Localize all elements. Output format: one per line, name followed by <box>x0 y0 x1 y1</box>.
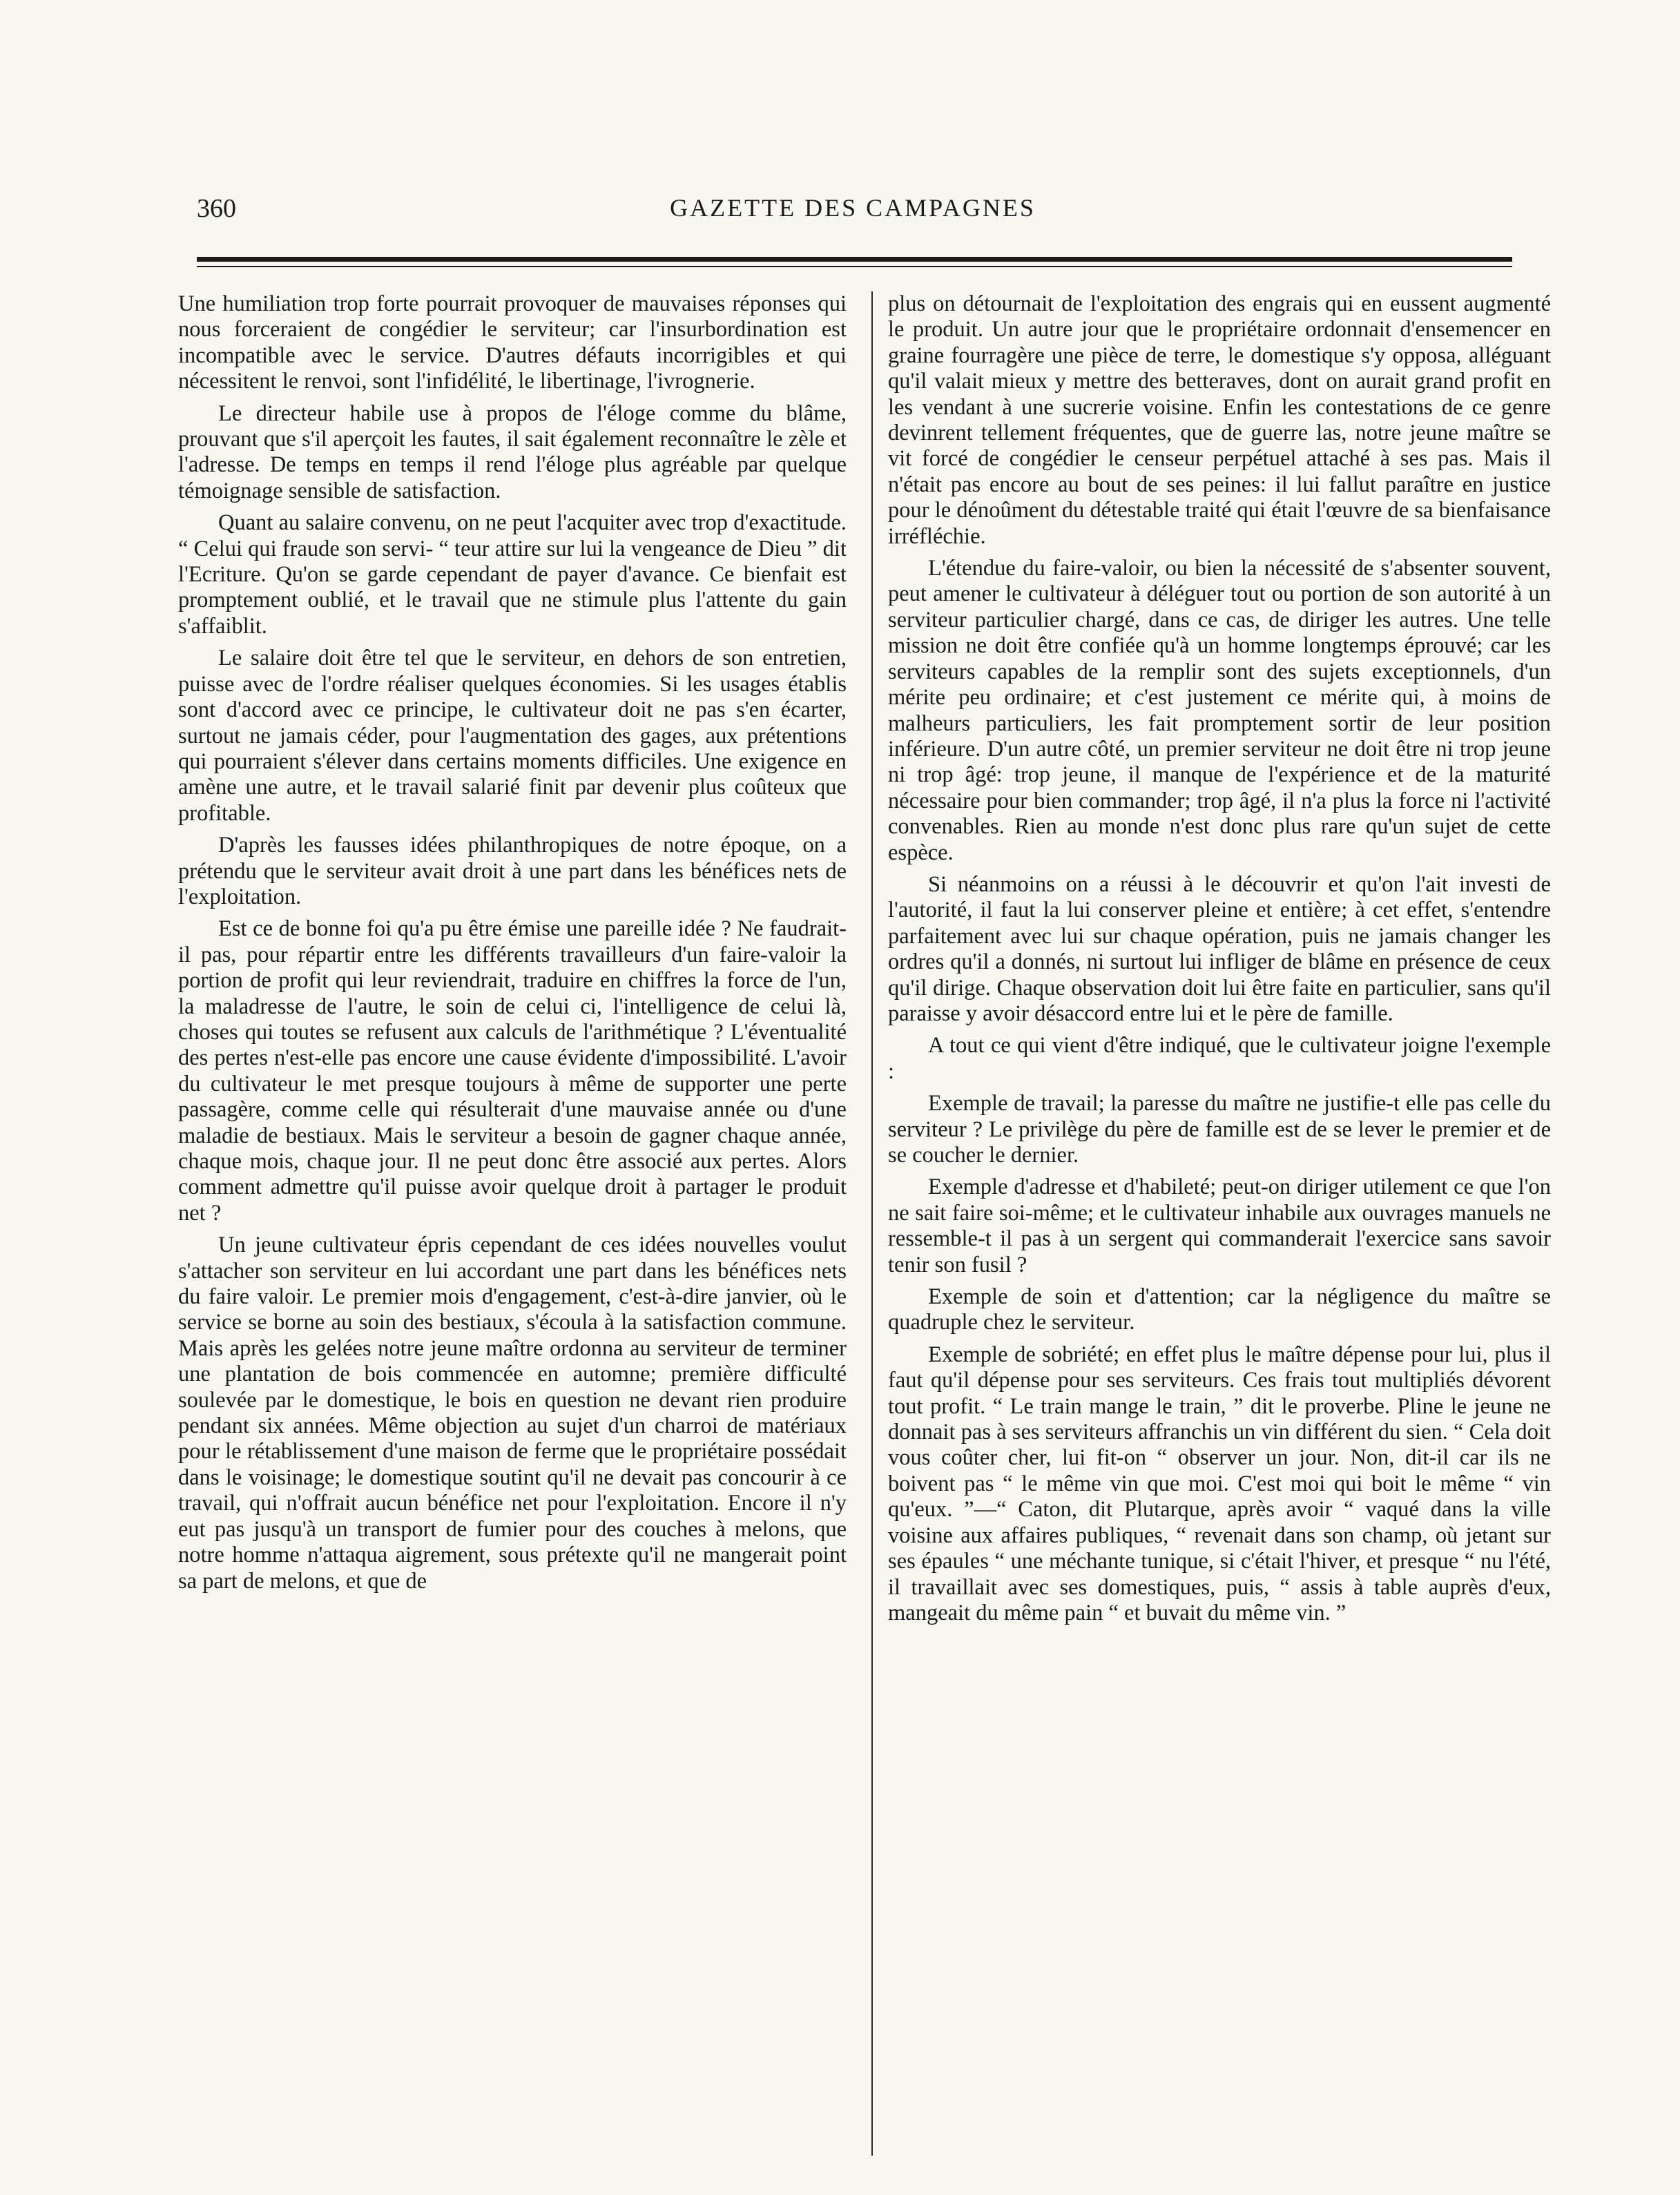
paragraph: Le salaire doit être tel que le serviteur, en dehors de son entretien, puisse avec de l'ordre réaliser quelques économies. Si les usages établis sont d'accord avec ce principe, le cultivateur doit ne pas s'en écarter, surtout ne jamais céder, pour l'augmentation des gages, aux prétentions qui pourraient s'élever dans certains moments difficiles. Une exigence en amène une autre, et le travail salarié finit par devenir plus coûteux que profitable. <box>178 646 847 826</box>
header-rule-thin <box>197 266 1512 267</box>
paragraph: Exemple de travail; la paresse du maître ne justifie-t elle pas celle du serviteur ? Le privilège du père de famille est de se lever le premier et de se coucher le dernier. <box>888 1091 1551 1168</box>
left-column <box>178 291 847 1601</box>
paragraph: plus on détournait de l'exploitation des engrais qui en eussent augmenté le produit. Un autre jour que le propriétaire ordonnait d'ensemencer en graine fourragère une pièce de terre, le domestique s'y opposa, alléguant qu'il valait mieux y mettre des betteraves, dont on aurait grand profit en les vendant à une sucrerie voisine. Enfin les contestations de ce genre devinrent tellement fréquentes, que de guerre las, notre jeune maître se vit forcé de congédier le censeur perpétuel attaché à ses pas. Mais il n'était pas encore au bout de ses peines: il lui fallut paraître en justice pour le dénoûment du détestable traité qui était l'œuvre de sa bienfaisance irréfléchie. <box>888 291 1551 549</box>
page-number: 360 <box>197 194 236 223</box>
header-rule-thick <box>197 257 1512 262</box>
paragraph: Le directeur habile use à propos de l'éloge comme du blâme, prouvant que s'il aperçoit les fautes, il sait également reconnaître le zèle et l'adresse. De temps en temps il rend l'éloge plus agréable par quelque témoignage sensible de satisfaction. <box>178 400 847 503</box>
paragraph: L'étendue du faire-valoir, ou bien la nécessité de s'absenter souvent, peut amener le cultivateur à déléguer tout ou portion de son autorité à un serviteur particulier chargé, dans ce cas, de diriger les autres. Une telle mission ne doit être confiée qu'à un homme longtemps éprouvé; car les serviteurs capables de la remplir sont des sujets exceptionnels, d'un mérite peu ordinaire; et c'est justement ce mérite qui, à moins de malheurs particuliers, les fait promptement sortir de leur position inférieure. D'un autre côté, un premier serviteur ne doit être ni trop jeune ni trop âgé: trop jeune, il manque de l'expérience et de la maturité nécessaire pour bien commander; trop âgé, il n'a plus la force ni l'activité convenables. Rien au monde n'est donc plus rare qu'un sujet de cette espèce. <box>888 556 1551 865</box>
paragraph: Une humiliation trop forte pourrait provoquer de mauvaises réponses qui nous forceraient de congédier le serviteur; car l'insurbordination est incompatible avec le service. D'autres défauts incorrigibles et qui nécessitent le renvoi, sont l'infidélité, le libertinage, l'ivrognerie. <box>178 291 847 394</box>
running-title: GAZETTE DES CAMPAGNES <box>670 194 1036 222</box>
paragraph: Si néanmoins on a réussi à le découvrir et qu'on l'ait investi de l'autorité, il faut la lui conserver pleine et entière; à cet effet, s'entendre parfaitement avec lui sur chaque opération, puis ne jamais changer les ordres qu'il a donnés, ni surtout lui infliger de blâme en présence de ceux qu'il dirige. Chaque observation doit lui être faite en particulier, sans qu'il paraisse y avoir désaccord entre lui et le père de famille. <box>888 871 1551 1026</box>
page-header <box>197 193 1509 235</box>
paragraph: A tout ce qui vient d'être indiqué, que le cultivateur joigne l'exemple : <box>888 1033 1551 1084</box>
paragraph: Quant au salaire convenu, on ne peut l'acquiter avec trop d'exactitude. “ Celui qui fraude son servi- “ teur attire sur lui la vengeance de Dieu ” dit l'Ecriture. Qu'on se garde cependant de payer d'avance. Ce bienfait est promptement oublié, et le travail que ne stimule plus l'attente du gain s'affaiblit. <box>178 510 847 639</box>
paragraph: Exemple de soin et d'attention; car la négligence du maître se quadruple chez le serviteur. <box>888 1284 1551 1335</box>
paragraph: Exemple d'adresse et d'habileté; peut-on diriger utilement ce que l'on ne sait faire soi-même; et le cultivateur inhabile aux ouvrages manuels ne ressemble-t il pas à un sergent qui commanderait l'exercice sans savoir tenir son fusil ? <box>888 1174 1551 1277</box>
right-column <box>888 291 1551 1632</box>
paragraph: Exemple de sobriété; en effet plus le maître dépense pour lui, plus il faut qu'il dépense pour ses serviteurs. Ces frais tout multipliés dévorent tout profit. “ Le train mange le train, ” dit le proverbe. Pline le jeune ne donnait pas à ses serviteurs affranchis un vin différent du sien. “ Cela doit vous coûter cher, lui fit-on “ observer un jour. Non, dit-il car ils ne boivent pas “ le même vin que moi. C'est moi qui boit le même “ vin qu'eux. ”—“ Caton, dit Plutarque, après avoir “ vaqué dans la ville voisine aux affaires publiques, “ revenait dans son champ, où jetant sur ses épaules “ une méchante tunique, si c'était l'hiver, et presque “ nu l'été, il travaillait avec ses domestiques, puis, “ assis à table auprès d'eux, mangeait du même pain “ et buvait du même vin. ” <box>888 1342 1551 1625</box>
column-divider <box>871 291 873 2156</box>
paragraph: Est ce de bonne foi qu'a pu être émise une pareille idée ? Ne faudrait-il pas, pour répartir entre les différents travailleurs d'un faire-valoir la portion de profit qui leur reviendrait, traduire en chiffres la force de l'un, la maladresse de l'autre, le soin de celui ci, l'intelligence de celui là, choses qui toutes se refusent aux calculs de l'arithmétique ? L'éventualité des pertes n'est-elle pas encore une cause évidente d'impossibilité. L'avoir du cultivateur le met presque toujours à même de supporter une perte passagère, comme celle qui résulterait d'une mauvaise année ou d'une maladie de bestiaux. Mais le serviteur a besoin de gagner chaque année, chaque mois, chaque jour. Il ne peut donc être associé aux pertes. Alors comment admettre qu'il puisse avoir quelque droit à partager le produit net ? <box>178 916 847 1226</box>
header-rule <box>197 257 1512 267</box>
paragraph: Un jeune cultivateur épris cependant de ces idées nouvelles voulut s'attacher son serviteur en lui accordant une part dans les bénéfices nets du faire valoir. Le premier mois d'engagement, c'est-à-dire janvier, où le service se borne au soin des bestiaux, s'écoula à la satisfaction commune. Mais après les gelées notre jeune maître ordonna au serviteur de terminer une plantation de bois commencée en automne; première difficulté soulevée par le domestique, le bois en question ne devant rien produire pendant six années. Même objection au sujet d'un charroi de matériaux pour le rétablissement d'une maison de ferme que le propriétaire possédait dans le voisinage; le domestique soutint qu'il ne devait pas concourir à ce travail, qui n'offrait aucun bénéfice net pour l'exploitation. Encore il n'y eut pas jusqu'à un transport de fumier pour des couches à melons, que notre homme n'attaqua aigrement, sous prétexte qu'il ne mangerait point sa part de melons, et que de <box>178 1232 847 1594</box>
paragraph: D'après les fausses idées philanthropiques de notre époque, on a prétendu que le serviteur avait droit à une part dans les bénéfices nets de l'exploitation. <box>178 833 847 909</box>
